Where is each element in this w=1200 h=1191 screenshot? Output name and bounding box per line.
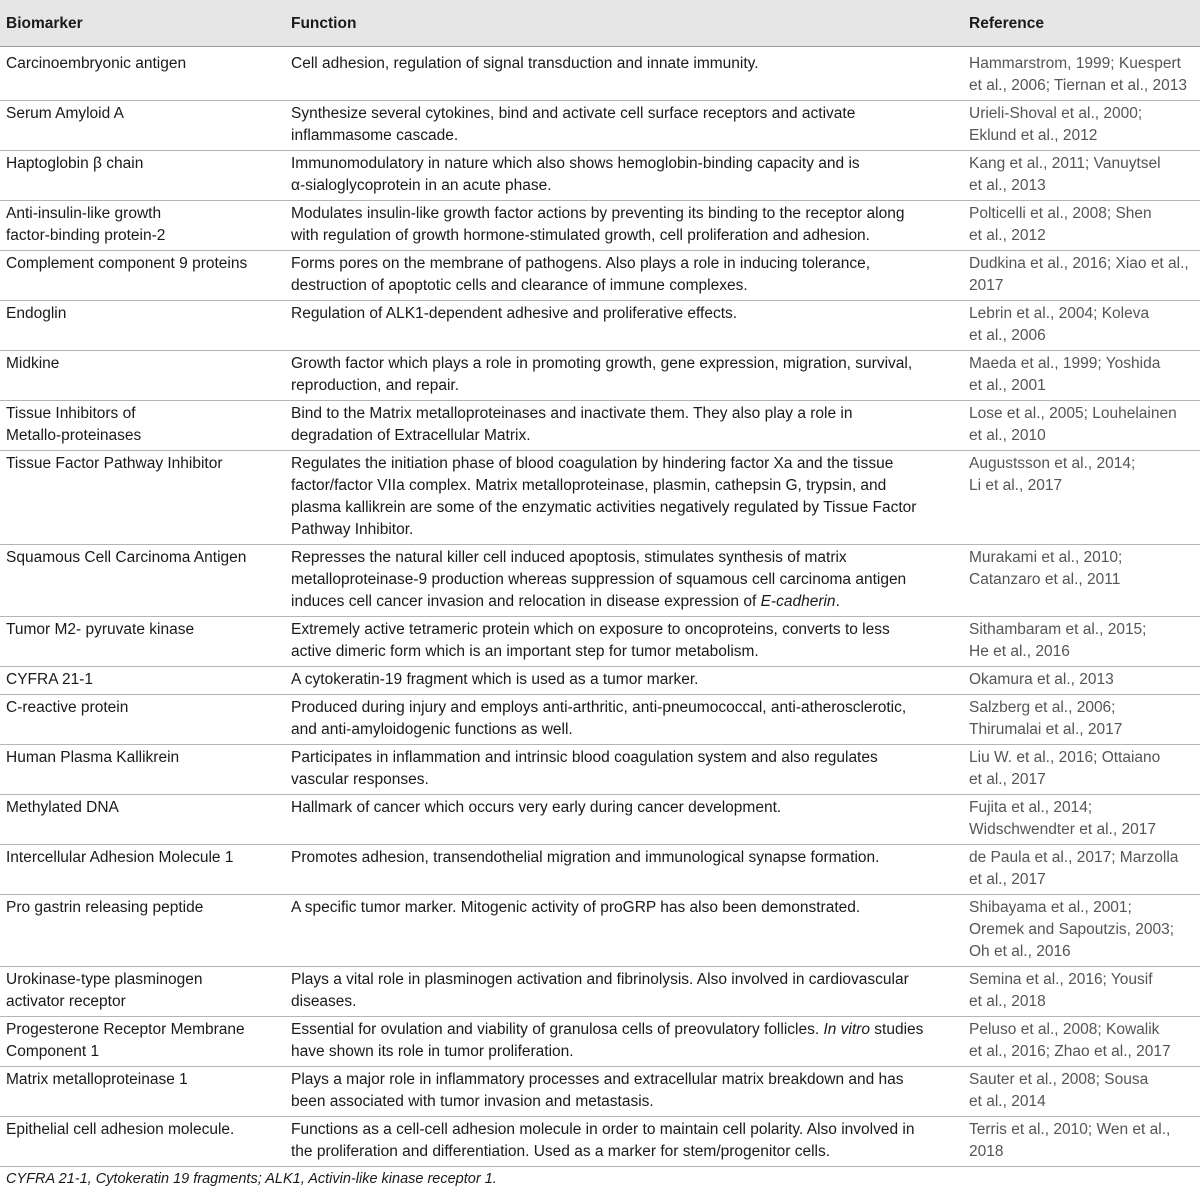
reference-cell: [963, 47, 1200, 101]
table-row: [0, 101, 1200, 151]
cell-text-line: Fujita et al., 2014;: [969, 799, 1093, 816]
cell-text-line: et al., 2006: [969, 327, 1046, 344]
table-body: [0, 47, 1200, 1167]
cell-text-line: Lose et al., 2005; Louhelainen: [969, 405, 1177, 422]
function-cell: [285, 451, 963, 545]
cell-text-line: Augustsson et al., 2014;: [969, 455, 1136, 472]
cell-text-line: induces cell cancer invasion and relocation in disease expression of E-cadherin.: [291, 593, 840, 610]
cell-text-line: Immunomodulatory in nature which also shows hemoglobin-binding capacity and is: [291, 155, 860, 172]
table-row: [0, 401, 1200, 451]
table-row: [0, 745, 1200, 795]
biomarker-cell: [0, 845, 285, 895]
biomarker-cell: [0, 251, 285, 301]
biomarker-cell: [0, 617, 285, 667]
function-cell: [285, 845, 963, 895]
cell-text-line: Represses the natural killer cell induced apoptosis, stimulates synthesis of matrix: [291, 549, 847, 566]
cell-text-line: Thirumalai et al., 2017: [969, 721, 1123, 738]
table-row: [0, 845, 1200, 895]
biomarker-cell: [0, 695, 285, 745]
biomarker-cell: [0, 301, 285, 351]
cell-text-line: with regulation of growth hormone-stimulated growth, cell proliferation and adhesion.: [291, 227, 870, 244]
biomarker-cell: [0, 101, 285, 151]
cell-text-line: Component 1: [6, 1043, 100, 1060]
cell-text-line: Cell adhesion, regulation of signal transduction and innate immunity.: [291, 55, 759, 72]
cell-text-line: Peluso et al., 2008; Kowalik: [969, 1021, 1160, 1038]
function-cell: [285, 695, 963, 745]
biomarker-cell: [0, 895, 285, 967]
biomarker-cell: [0, 401, 285, 451]
reference-cell: [963, 967, 1200, 1017]
cell-text-line: Endoglin: [6, 305, 67, 322]
cell-text-line: et al., 2013: [969, 177, 1046, 194]
cell-text-line: factor-binding protein-2: [6, 227, 166, 244]
reference-cell: [963, 1017, 1200, 1067]
cell-text-line: et al., 2017: [969, 871, 1046, 888]
cell-text-line: Intercellular Adhesion Molecule 1: [6, 849, 234, 866]
function-cell: [285, 401, 963, 451]
cell-text-line: plasma kallikrein are some of the enzymatic activities negatively regulated by Tissue Factor: [291, 499, 917, 516]
biomarker-cell: [0, 1017, 285, 1067]
reference-cell: [963, 667, 1200, 695]
table-row: [0, 1067, 1200, 1117]
biomarker-cell: [0, 151, 285, 201]
cell-text-line: Regulates the initiation phase of blood coagulation by hindering factor Xa and the tissue: [291, 455, 894, 472]
biomarker-cell: [0, 351, 285, 401]
reference-cell: [963, 251, 1200, 301]
reference-cell: [963, 745, 1200, 795]
biomarker-cell: [0, 47, 285, 101]
cell-text-line: Growth factor which plays a role in promoting growth, gene expression, migration, survival,: [291, 355, 913, 372]
cell-text-line: Tissue Inhibitors of: [6, 405, 136, 422]
cell-text-line: reproduction, and repair.: [291, 377, 460, 394]
table-row: [0, 895, 1200, 967]
cell-text-line: Pro gastrin releasing peptide: [6, 899, 204, 916]
cell-text-line: Epithelial cell adhesion molecule.: [6, 1121, 235, 1138]
cell-text-line: degradation of Extracellular Matrix.: [291, 427, 531, 444]
table-row: [0, 967, 1200, 1017]
cell-text-line: Oh et al., 2016: [969, 943, 1071, 960]
function-cell: [285, 667, 963, 695]
cell-text-line: Squamous Cell Carcinoma Antigen: [6, 549, 247, 566]
function-cell: [285, 101, 963, 151]
cell-text-line: Essential for ovulation and viability of granulosa cells of preovulatory follicles. In vitro studies: [291, 1021, 924, 1038]
cell-text-line: Polticelli et al., 2008; Shen: [969, 205, 1152, 222]
table-row: [0, 1017, 1200, 1067]
cell-text-line: Semina et al., 2016; Yousif: [969, 971, 1153, 988]
cell-text-line: et al., 2018: [969, 993, 1046, 1010]
biomarker-cell: [0, 1067, 285, 1117]
header-row: [0, 0, 1200, 47]
reference-cell: [963, 401, 1200, 451]
cell-text-line: Methylated DNA: [6, 799, 119, 816]
table-row: [0, 251, 1200, 301]
cell-text-line: have shown its role in tumor proliferation.: [291, 1043, 574, 1060]
cell-text-line: C-reactive protein: [6, 699, 129, 716]
reference-cell: [963, 101, 1200, 151]
cell-text-line: Forms pores on the membrane of pathogens. Also plays a role in inducing tolerance,: [291, 255, 870, 272]
cell-text-line: Tissue Factor Pathway Inhibitor: [6, 455, 223, 472]
cell-text-line: Midkine: [6, 355, 60, 372]
table-header: [0, 0, 1200, 47]
cell-text-line: Widschwendter et al., 2017: [969, 821, 1156, 838]
cell-text-line: CYFRA 21-1: [6, 671, 94, 688]
cell-text-line: Urieli-Shoval et al., 2000;: [969, 105, 1143, 122]
function-cell: [285, 545, 963, 617]
biomarker-cell: [0, 451, 285, 545]
cell-text-line: Liu W. et al., 2016; Ottaiano: [969, 749, 1161, 766]
biomarker-cell: [0, 967, 285, 1017]
function-cell: [285, 301, 963, 351]
table-row: [0, 545, 1200, 617]
cell-text-line: Urokinase-type plasminogen: [6, 971, 203, 988]
cell-text-line: Hallmark of cancer which occurs very early during cancer development.: [291, 799, 782, 816]
cell-text-line: Tumor M2- pyruvate kinase: [6, 621, 195, 638]
cell-text-line: He et al., 2016: [969, 643, 1070, 660]
cell-text-line: Complement component 9 proteins: [6, 255, 248, 272]
header-biomarker: Biomarker: [0, 0, 285, 47]
cell-text-line: activator receptor: [6, 993, 126, 1010]
cell-text-line: Regulation of ALK1-dependent adhesive and proliferative effects.: [291, 305, 738, 322]
function-cell: [285, 895, 963, 967]
cell-text-line: Sauter et al., 2008; Sousa: [969, 1071, 1149, 1088]
table-row: [0, 617, 1200, 667]
cell-text-line: Sithambaram et al., 2015;: [969, 621, 1147, 638]
function-cell: [285, 201, 963, 251]
cell-text-line: A specific tumor marker. Mitogenic activity of proGRP has also been demonstrated.: [291, 899, 861, 916]
table-row: [0, 47, 1200, 101]
cell-text-line: Human Plasma Kallikrein: [6, 749, 180, 766]
cell-text-line: Synthesize several cytokines, bind and activate cell surface receptors and activate: [291, 105, 856, 122]
cell-text-line: Hammarstrom, 1999; Kuespert: [969, 55, 1181, 72]
cell-text-line: Haptoglobin β chain: [6, 155, 144, 172]
biomarker-cell: [0, 1117, 285, 1167]
biomarker-cell: [0, 795, 285, 845]
cell-text-line: vascular responses.: [291, 771, 429, 788]
reference-cell: [963, 1117, 1200, 1167]
function-cell: [285, 617, 963, 667]
cell-text-line: Oremek and Sapoutzis, 2003;: [969, 921, 1175, 938]
cell-text-line: Metallo-proteinases: [6, 427, 142, 444]
cell-text-line: Eklund et al., 2012: [969, 127, 1098, 144]
table-row: [0, 695, 1200, 745]
reference-cell: [963, 201, 1200, 251]
cell-text-line: destruction of apoptotic cells and clearance of immune complexes.: [291, 277, 748, 294]
cell-text-line: and anti-amyloidogenic functions as well.: [291, 721, 573, 738]
cell-text-line: 2017: [969, 277, 1004, 294]
cell-text-line: Serum Amyloid A: [6, 105, 125, 122]
cell-text-line: Promotes adhesion, transendothelial migration and immunological synapse formation.: [291, 849, 880, 866]
function-cell: [285, 151, 963, 201]
reference-cell: [963, 617, 1200, 667]
cell-text-line: metalloproteinase-9 production whereas suppression of squamous cell carcinoma antigen: [291, 571, 907, 588]
cell-text-line: Lebrin et al., 2004; Koleva: [969, 305, 1150, 322]
cell-text-line: Murakami et al., 2010;: [969, 549, 1123, 566]
cell-text-line: Bind to the Matrix metalloproteinases and inactivate them. They also play a role in: [291, 405, 853, 422]
reference-cell: [963, 845, 1200, 895]
cell-text-line: Carcinoembryonic antigen: [6, 55, 187, 72]
table-footnote: CYFRA 21-1, Cytokeratin 19 fragments; ALK1, Activin-like kinase receptor 1.: [6, 1171, 497, 1187]
cell-text-line: inflammasome cascade.: [291, 127, 459, 144]
table-row: [0, 201, 1200, 251]
cell-text-line: factor/factor VIIa complex. Matrix metalloproteinase, plasmin, cathepsin G, trypsin, and: [291, 477, 887, 494]
table-row: [0, 1117, 1200, 1167]
table-row: [0, 301, 1200, 351]
cell-text-line: et al., 2006; Tiernan et al., 2013: [969, 77, 1188, 94]
reference-cell: [963, 695, 1200, 745]
cell-text-line: Dudkina et al., 2016; Xiao et al.,: [969, 255, 1189, 272]
cell-text-line: Functions as a cell-cell adhesion molecule in order to maintain cell polarity. Also involved in: [291, 1121, 915, 1138]
reference-cell: [963, 151, 1200, 201]
function-cell: [285, 1067, 963, 1117]
cell-text-line: active dimeric form which is an important step for tumor metabolism.: [291, 643, 759, 660]
reference-cell: [963, 451, 1200, 545]
cell-text-line: et al., 2012: [969, 227, 1046, 244]
cell-text-line: Okamura et al., 2013: [969, 671, 1114, 688]
reference-cell: [963, 351, 1200, 401]
function-cell: [285, 351, 963, 401]
cell-text-line: Pathway Inhibitor.: [291, 521, 414, 538]
biomarker-cell: [0, 545, 285, 617]
table-row: [0, 351, 1200, 401]
reference-cell: [963, 795, 1200, 845]
cell-text-line: Anti-insulin-like growth: [6, 205, 162, 222]
cell-text-line: Modulates insulin-like growth factor actions by preventing its binding to the receptor along: [291, 205, 905, 222]
biomarker-cell: [0, 745, 285, 795]
cell-text-line: Shibayama et al., 2001;: [969, 899, 1132, 916]
reference-cell: [963, 301, 1200, 351]
cell-text-line: 2018: [969, 1143, 1004, 1160]
cell-text-line: the proliferation and differentiation. Used as a marker for stem/progenitor cells.: [291, 1143, 831, 1160]
cell-text-line: Salzberg et al., 2006;: [969, 699, 1116, 716]
cell-text-line: Li et al., 2017: [969, 477, 1063, 494]
reference-cell: [963, 545, 1200, 617]
cell-text-line: et al., 2014: [969, 1093, 1046, 1110]
cell-text-line: Plays a vital role in plasminogen activation and fibrinolysis. Also involved in cardiovascular: [291, 971, 909, 988]
biomarker-cell: [0, 667, 285, 695]
table-row: [0, 151, 1200, 201]
table-row: [0, 451, 1200, 545]
cell-text-line: et al., 2001: [969, 377, 1046, 394]
cell-text-line: diseases.: [291, 993, 357, 1010]
cell-text-line: Produced during injury and employs anti-arthritic, anti-pneumococcal, anti-atherosclerotic,: [291, 699, 907, 716]
header-function: Function: [285, 0, 963, 47]
cell-text-line: de Paula et al., 2017; Marzolla: [969, 849, 1179, 866]
cell-text-line: Terris et al., 2010; Wen et al.,: [969, 1121, 1171, 1138]
cell-text-line: et al., 2016; Zhao et al., 2017: [969, 1043, 1171, 1060]
cell-text-line: et al., 2010: [969, 427, 1046, 444]
function-cell: [285, 1017, 963, 1067]
header-reference: Reference: [963, 0, 1200, 47]
cell-text-line: α-sialoglycoprotein in an acute phase.: [291, 177, 552, 194]
reference-cell: [963, 1067, 1200, 1117]
function-cell: [285, 47, 963, 101]
italic-term: In vitro: [823, 1021, 870, 1038]
cell-text-line: et al., 2017: [969, 771, 1046, 788]
reference-cell: [963, 895, 1200, 967]
function-cell: [285, 1117, 963, 1167]
cell-text-line: Participates in inflammation and intrinsic blood coagulation system and also regulates: [291, 749, 878, 766]
cell-text-line: A cytokeratin-19 fragment which is used as a tumor marker.: [291, 671, 699, 688]
function-cell: [285, 967, 963, 1017]
table-row: [0, 667, 1200, 695]
cell-text-line: Progesterone Receptor Membrane: [6, 1021, 245, 1038]
cell-text-line: Extremely active tetrameric protein which on exposure to oncoproteins, converts to less: [291, 621, 890, 638]
cell-text-line: Maeda et al., 1999; Yoshida: [969, 355, 1161, 372]
cell-text-line: Plays a major role in inflammatory processes and extracellular matrix breakdown and has: [291, 1071, 904, 1088]
cell-text-line: Kang et al., 2011; Vanuytsel: [969, 155, 1161, 172]
biomarker-cell: [0, 201, 285, 251]
function-cell: [285, 795, 963, 845]
cell-text-line: been associated with tumor invasion and metastasis.: [291, 1093, 654, 1110]
cell-text-line: Matrix metalloproteinase 1: [6, 1071, 188, 1088]
italic-term: E-cadherin: [760, 593, 836, 610]
function-cell: [285, 745, 963, 795]
cell-text-line: Catanzaro et al., 2011: [969, 571, 1121, 588]
function-cell: [285, 251, 963, 301]
table-row: [0, 795, 1200, 845]
